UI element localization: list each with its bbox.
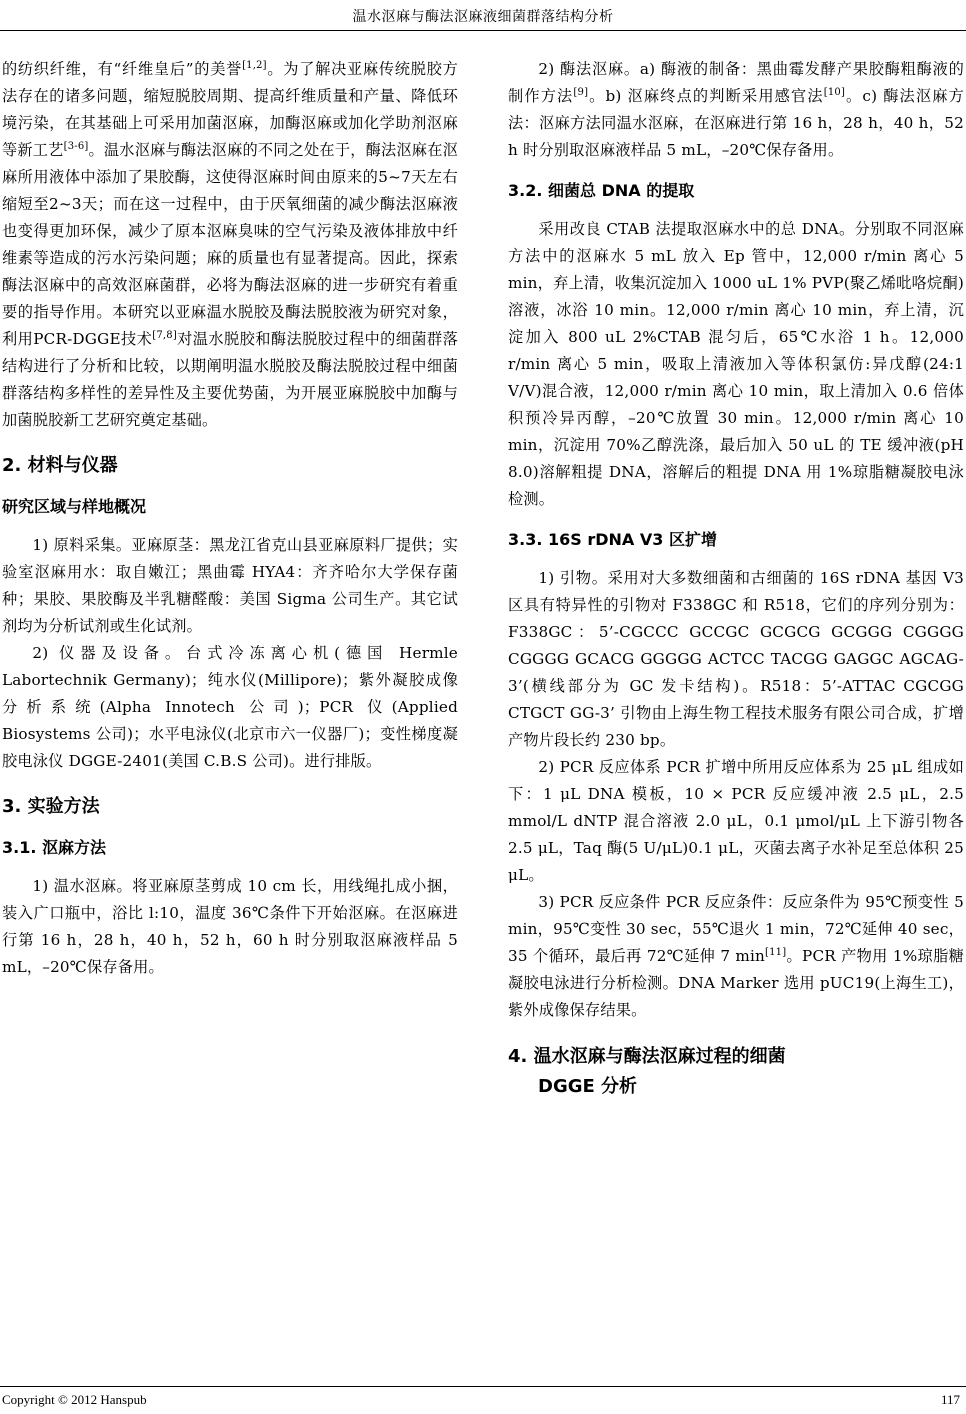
subsection-heading-dna-extraction: 3.2. 细菌总 DNA 的提取 [508, 181, 695, 200]
citation[interactable]: [7,8] [152, 329, 177, 341]
section-heading-methods: 3. 实验方法 [2, 796, 100, 817]
citation[interactable]: [3-6] [63, 140, 89, 152]
citation[interactable]: [1,2] [242, 59, 267, 71]
subsection-heading-16s-amplification: 3.3. 16S rDNA V3 区扩增 [508, 530, 717, 549]
header-rule [0, 30, 966, 31]
footer-rule [0, 1386, 966, 1387]
page-number: 117 [940, 1392, 960, 1407]
copyright-notice: Copyright © 2012 Hanspub [2, 1392, 147, 1407]
left-column [2, 56, 458, 981]
section-heading-materials: 2. 材料与仪器 [2, 455, 118, 476]
raw-materials-paragraph: 1) 原料采集。亚麻原茎：黑龙江省克山县亚麻原料厂提供；实验室沤麻用水：取自嫩江；黑曲霉 HYA4：齐齐哈尔大学保存菌种；果胶、果胶酶及半乳糖醛酸：美国 Sigma 公司生产。其它试剂均为分析试剂或生化试剂。 [2, 536, 458, 635]
citation[interactable]: [11] [765, 946, 787, 958]
section-heading-line: 4. 温水沤麻与酶法沤麻过程的细菌 [508, 1046, 786, 1067]
citation[interactable]: [9] [573, 86, 589, 98]
section-heading-dgge-analysis [508, 1042, 964, 1102]
subsection-heading-study-area: 研究区域与样地概况 [2, 497, 147, 516]
pcr-conditions-paragraph: 3) PCR 反应条件 PCR 反应条件：反应条件为 95℃预变性 5 min，95℃变性 30 sec，55℃退火 1 min，72℃延伸 40 sec，35 个循环，最后再 72℃延伸 7 min[11]。PCR 产物用 1%琼脂糖凝胶电泳进行分析检测。DNA Marker 选用 pUC19(上海生工)，紫外成像保存结果。 [508, 893, 964, 1019]
dna-extraction-paragraph: 采用改良 CTAB 法提取沤麻水中的总 DNA。分别取不同沤麻方法中的沤麻水 5 mL 放入 Ep 管中，12,000 r/min 离心 5 min，弃上清，收集沉淀加入 1000 uL 1% PVP(聚乙烯吡咯烷酮)溶液，冰浴 10 min。12,000 r/min 离心 10 min，弃上清，沉淀加入 800 uL 2%CTAB 混匀后，65℃水浴 1 h。12,000 r/min 离心 5 min，吸取上清液加入等体积氯仿:异戊醇(24:1 V/V)混合液，12,000 r/min 离心 10 min，取上清加入 0.6 倍体积预冷异丙醇，–20℃放置 30 min。12,000 r/min 离心 10 min，沉淀用 70%乙醇洗涤，最后加入 50 uL 的 TE 缓冲液(pH 8.0)溶解粗提 DNA，溶解后的粗提 DNA 用 1%琼脂糖凝胶电泳检测。 [508, 220, 964, 508]
primer-paragraph: 1) 引物。采用对大多数细菌和古细菌的 16S rDNA 基因 V3 区具有特异性的引物对 F338GC 和 R518，它们的序列分别为：F338GC：5’-CGCCC GCCGC GCGCG GCGGG CGGGG CGGGG GCACG GGGGG ACTCC TACGG GAGGC AGCAG-3’(横线部分为 GC 发卡结构)。R518：5’-ATTAC CGCGG CTGCT GG-3’ 引物由上海生物工程技术服务有限公司合成，扩增产物片段长约 230 bp。 [508, 569, 964, 749]
section-heading-line: DGGE 分析 [538, 1076, 638, 1097]
instruments-paragraph: 2) 仪器及设备。台式冷冻离心机(德国 Hermle Labortechnik Germany)；纯水仪(Millipore)；紫外凝胶成像分析系统(Alpha Innotech 公司)；PCR 仪(Applied Biosystems 公司)；水平电泳仪(北京市六一仪器厂)；变性梯度凝胶电泳仪 DGGE-2401(美国 C.B.S 公司)。进行排版。 [2, 644, 458, 770]
running-header: 温水沤麻与酶法沤麻液细菌群落结构分析 [352, 9, 614, 25]
warm-water-retting-paragraph: 1) 温水沤麻。将亚麻原茎剪成 10 cm 长，用线绳扎成小捆，装入广口瓶中，浴比 l:10，温度 36℃条件下开始沤麻。在沤麻进行第 16 h，28 h，40 h，52 h，60 h 时分别取沤麻液样品 5 mL，–20℃保存备用。 [2, 877, 458, 976]
right-column [508, 56, 964, 1116]
subsection-heading-retting: 3.1. 沤麻方法 [2, 838, 106, 857]
intro-paragraph: 的纺织纤维，有“纤维皇后”的美誉[1,2]。为了解决亚麻传统脱胶方法存在的诸多问题，缩短脱胶周期、提高纤维质量和产量、降低环境污染，在其基础上可采用加菌沤麻，加酶沤麻或加化学助剂沤麻等新工艺[3-6]。温水沤麻与酶法沤麻的不同之处在于，酶法沤麻在沤麻所用液体中添加了果胶酶，这使得沤麻时间由原来的5~7天左右缩短至2~3天；而在这一过程中，由于厌氧细菌的减少酶法沤麻液也变得更加环保，减少了原本沤麻臭味的空气污染及液体排放中纤维素等造成的污水污染问题；麻的质量也有显著提高。因此，探索酶法沤麻中的高效沤麻菌群，必将为酶法沤麻的进一步研究有着重要的指导作用。本研究以亚麻温水脱胶及酶法脱胶液为研究对象，利用PCR-DGGE技术[7,8]对温水脱胶和酶法脱胶过程中的细菌群落结构进行了分析和比较，以期阐明温水脱胶及酶法脱胶过程中细菌群落结构多样性的差异性及主要优势菌，为开展亚麻脱胶中加酶与加菌脱胶新工艺研究奠定基础。 [2, 59, 458, 429]
pcr-system-paragraph: 2) PCR 反应体系 PCR 扩增中所用反应体系为 25 μL 组成如下：1 μL DNA 模板，10 × PCR 反应缓冲液 2.5 μL，2.5 mmol/L dNTP 混合溶液 2.0 μL，0.1 μmol/μL 上下游引物各 2.5 μL，Taq 酶(5 U/μL)0.1 μL，灭菌去离子水补足至总体积 25 μL。 [508, 758, 964, 884]
citation[interactable]: [10] [823, 86, 846, 98]
enzyme-retting-paragraph: 2) 酶法沤麻。a) 酶液的制备：黑曲霉发酵产果胶酶粗酶液的制作方法[9]。b) 沤麻终点的判断采用感官法[10]。c) 酶法沤麻方法：沤麻方法同温水沤麻，在沤麻进行第 16 h，28 h，40 h，52 h 时分别取沤麻液样品 5 mL，–20℃保存备用。 [508, 60, 964, 159]
